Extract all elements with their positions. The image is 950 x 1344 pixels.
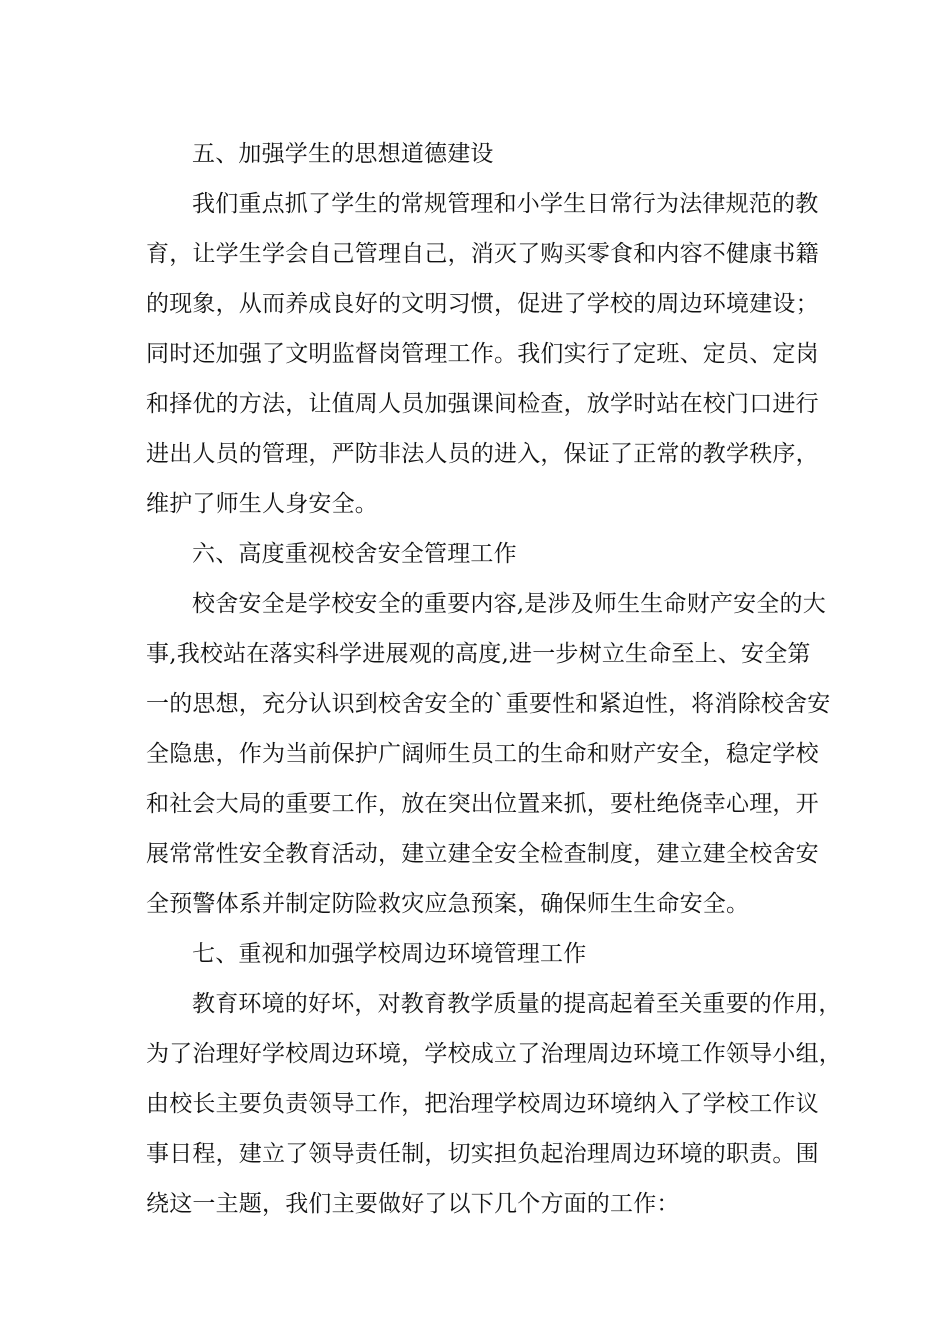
paragraph-line: 校舍安全是学校安全的重要内容,是涉及师生生命财产安全的大: [192, 591, 826, 617]
paragraph-line: 为了治理好学校周边环境，学校成立了治理周边环境工作领导小组，: [146, 1041, 842, 1067]
paragraph-line: 同时还加强了文明监督岗管理工作。我们实行了定班、定员、定岗: [146, 341, 819, 367]
paragraph-line: 绕这一主题，我们主要做好了以下几个方面的工作：: [146, 1191, 680, 1217]
paragraph-line: 全隐患，作为当前保护广阔师生员工的生命和财产安全，稳定学校: [146, 741, 819, 767]
section-heading-6: 六、高度重视校舍安全管理工作: [192, 541, 517, 567]
document-body: [146, 129, 842, 1229]
paragraph-line: 全预警体系并制定防险救灾应急预案，确保师生生命安全。: [146, 891, 750, 917]
paragraph-line: 育，让学生学会自己管理自己，消灭了购买零食和内容不健康书籍: [146, 241, 819, 267]
paragraph-line: 展常常性安全教育活动，建立建全安全检查制度，建立建全校舍安: [146, 841, 819, 867]
paragraph-line: 一的思想，充分认识到校舍安全的`重要性和紧迫性，将消除校舍安: [146, 691, 831, 717]
paragraph-line: 和社会大局的重要工作，放在突出位置来抓，要杜绝侥幸心理，开: [146, 791, 819, 817]
section-heading-5: 五、加强学生的思想道德建设: [192, 141, 494, 167]
paragraph-line: 和择优的方法，让值周人员加强课间检查，放学时站在校门口进行: [146, 391, 819, 417]
section-heading-7: 七、重视和加强学校周边环境管理工作: [192, 941, 587, 967]
paragraph-line: 维护了师生人身安全。: [146, 491, 378, 517]
paragraph-line: 进出人员的管理，严防非法人员的进入，保证了正常的教学秩序，: [146, 441, 819, 467]
paragraph-line: 事日程，建立了领导责任制，切实担负起治理周边环境的职责。围: [146, 1141, 819, 1167]
paragraph-line: 事,我校站在落实科学进展观的高度,进一步树立生命至上、安全第: [146, 641, 811, 667]
paragraph-line: 由校长主要负责领导工作，把治理学校周边环境纳入了学校工作议: [146, 1091, 819, 1117]
paragraph-line: 我们重点抓了学生的常规管理和小学生日常行为法律规范的教: [192, 191, 819, 217]
paragraph-line: 的现象，从而养成良好的文明习惯，促进了学校的周边环境建设；: [146, 291, 819, 317]
paragraph-line: 教育环境的好坏，对教育教学质量的提高起着至关重要的作用，: [192, 991, 842, 1017]
